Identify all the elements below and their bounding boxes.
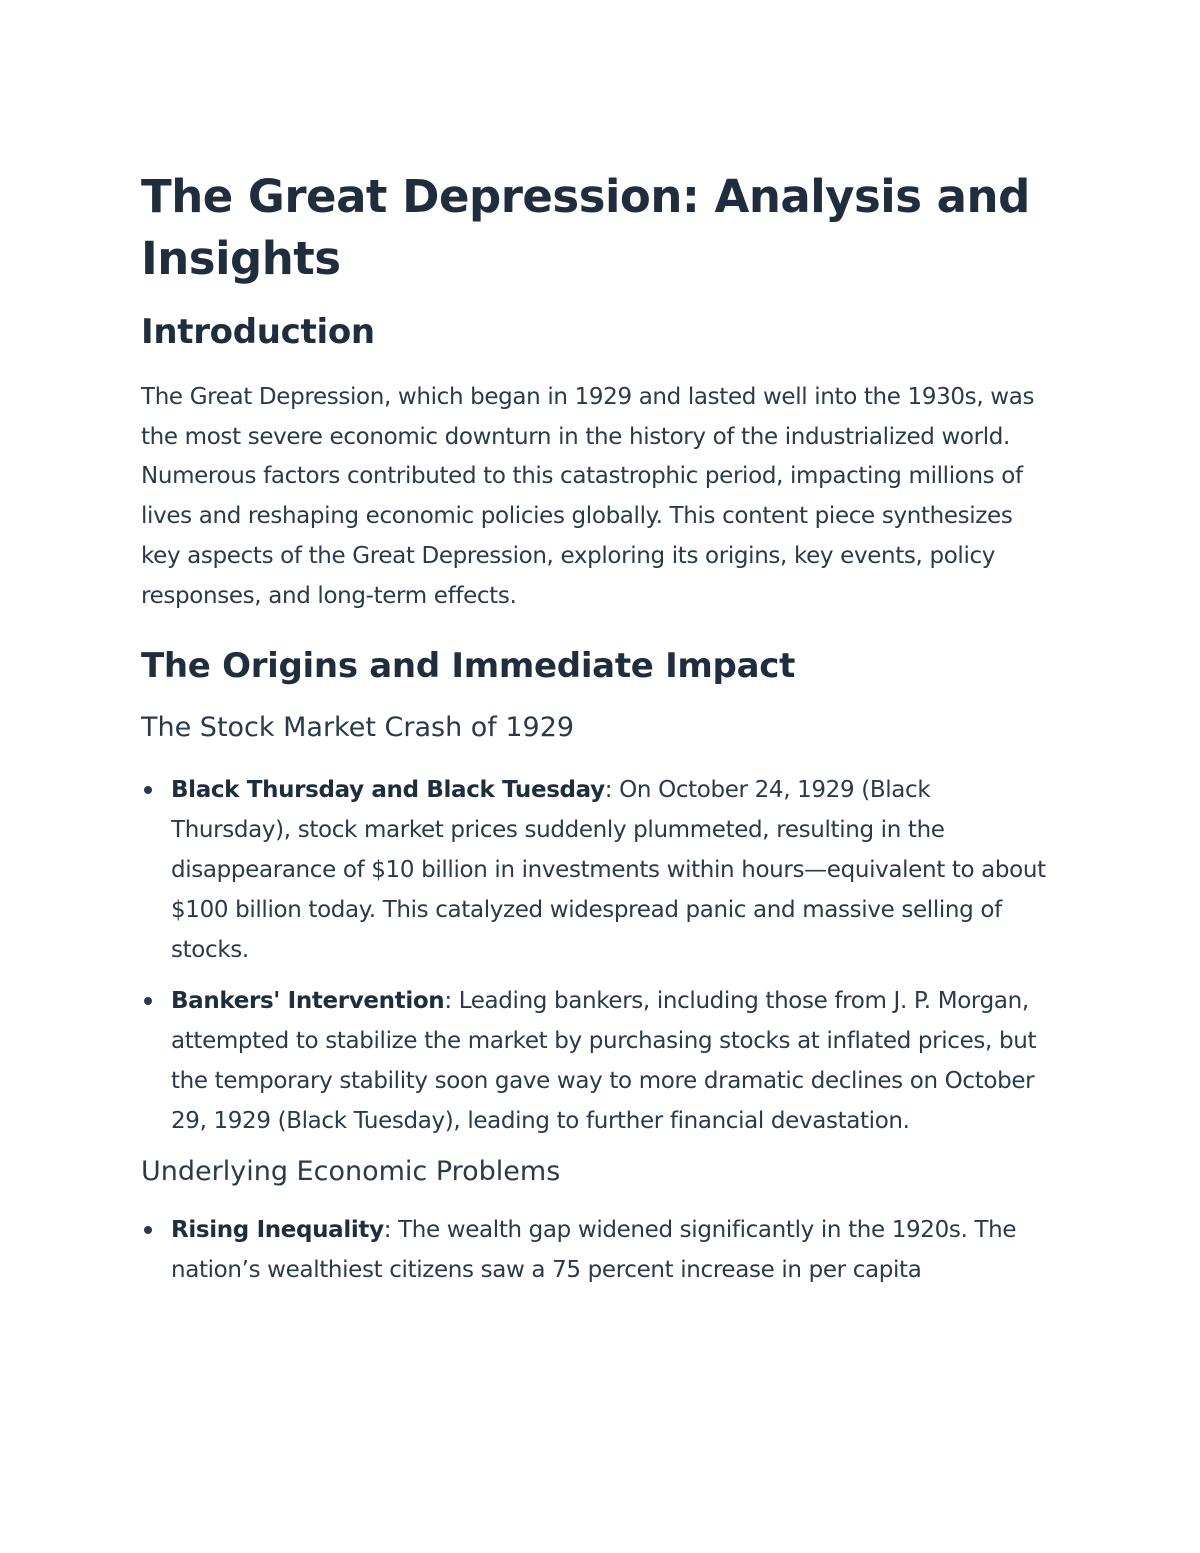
list-item-term: Bankers' Intervention bbox=[171, 988, 445, 1015]
bullet-icon bbox=[144, 786, 152, 794]
document-title: The Great Depression: Analysis and Insights bbox=[141, 170, 1030, 285]
list-item-text: : On October 24, 1929 (Black Thursday), stock market prices suddenly plummeted, resulting in the disappearance of $10 billion in investments within hours—equivalent to about $100 billion today. This catalyzed widespread panic and massive selling of stocks. bbox=[171, 777, 1046, 964]
list-item-term: Black Thursday and Black Tuesday bbox=[171, 777, 605, 804]
list-item bbox=[141, 981, 1050, 1141]
list-item-text: : Leading bankers, including those from J. P. Morgan, attempted to stabilize the market by purchasing stocks at inflated prices, but the temporary stability soon gave way to more dramatic declines on October 29, 1929 (Black Tuesday), leading to further financial devastation. bbox=[171, 988, 1037, 1135]
origins-heading: The Origins and Immediate Impact bbox=[141, 646, 796, 687]
list-item bbox=[141, 1210, 1050, 1290]
stock-market-crash-list bbox=[141, 770, 1050, 1141]
introduction-heading: Introduction bbox=[141, 312, 375, 352]
stock-market-crash-heading: The Stock Market Crash of 1929 bbox=[141, 712, 575, 744]
bullet-icon bbox=[144, 997, 152, 1005]
underlying-problems-list bbox=[141, 1210, 1050, 1290]
bullet-icon bbox=[144, 1226, 152, 1234]
list-item-term: Rising Inequality bbox=[171, 1217, 384, 1244]
introduction-paragraph: The Great Depression, which began in 1929 and lasted well into the 1930s, was the most severe economic downturn in the history of the industrialized world. Numerous factors contributed to this catastrophic period, impacting millions of lives and reshaping economic policies globally. This content piece synthesizes key aspects of the Great Depression, exploring its origins, key events, policy responses, and long-term effects. bbox=[141, 384, 1035, 609]
underlying-problems-heading: Underlying Economic Problems bbox=[141, 1156, 561, 1188]
list-item-text: : The wealth gap widened significantly in the 1920s. The nation’s wealthiest citizens saw a 75 percent increase in per capita bbox=[171, 1217, 1017, 1284]
list-item bbox=[141, 770, 1050, 970]
